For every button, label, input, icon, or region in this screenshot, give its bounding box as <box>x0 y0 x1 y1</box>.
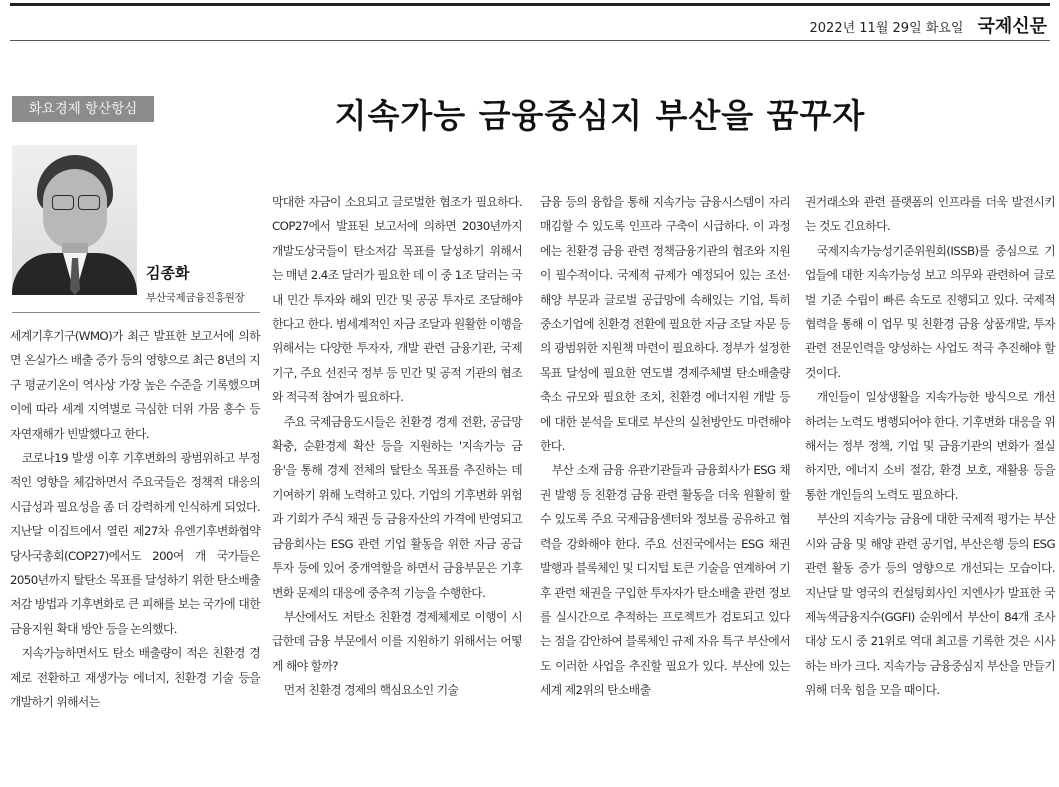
masthead-rule <box>10 40 1050 41</box>
newspaper-name: 국제신문 <box>977 16 1047 37</box>
body-column-2 <box>272 190 522 703</box>
paragraph: 주요 국제금융도시들은 친환경 경제 전환, 공급망 확충, 순환경제 확산 등을 지원하는 '지속가능 금융'을 통해 경제 전체의 탈탄소 목표를 추진하는 데 기여하기 위해 노력하고 있다. 기업의 기후변화 위험과 기회가 주식 채권 등 금융자산의 가격에 반영되고 금융회사는 ESG 관련 기업 활동을 위한 자금 공급 투자 등에 있어 중개역할을 하면서 금융부문은 기후변화 문제의 대응에 중추적 기능을 수행한다. <box>272 414 522 600</box>
paragraph: 먼저 친환경 경제의 핵심요소인 기술 <box>283 683 459 698</box>
body-column-1 <box>10 324 260 715</box>
column-tag: 화요경제 항산항심 <box>12 96 154 122</box>
paragraph: 국제지속가능성기준위원회(ISSB)를 중심으로 기업들에 대한 지속가능성 보고 의무와 관련하여 글로벌 기준 수립이 빠른 속도로 진행되고 있다. 국제적 협력을 통해 이 업무 및 친환경 금융 상품개발, 투자 관련 전문인력을 양성하는 사업도 적극 추진해야 할 것이다. <box>805 243 1055 380</box>
paragraph: 부산에서도 저탄소 친환경 경제체제로 이행이 시급한데 금융 부문에서 이를 지원하기 위해서는 어떻게 해야 할까? <box>272 609 522 673</box>
paragraph: 개인들이 일상생활을 지속가능한 방식으로 개선하려는 노력도 병행되어야 한다. 기후변화 대응을 위해서는 정부 정책, 기업 및 금융기관의 변화가 절실하지만, 에너지 소비 절감, 환경 보호, 재활용 등을 통한 개인들의 노력도 필요하다. <box>805 390 1055 502</box>
author-photo <box>12 145 137 295</box>
paragraph: 부산 소재 금융 유관기관들과 금융회사가 ESG 채권 발행 등 친환경 금융 관련 활동을 더욱 원활히 할 수 있도록 주요 국제금융센터와 정보를 공유하고 협력을 강화해야 한다. 주요 선진국에서는 ESG 채권 발행과 블록체인 및 디지털 토큰 기술을 연계하여 기후 관련 채권을 구입한 투자자가 탄소배출 관련 정보를 실시간으로 추적하는 프로젝트가 검토되고 있다는 점을 감안하여 블록체인 규제 자유 특구 부산에서도 이러한 사업을 추진할 필요가 있다. 부산에 있는 세계 제2위의 탄소배출 <box>540 463 790 698</box>
paragraph: 세계기후기구(WMO)가 최근 발표한 보고서에 의하면 온실가스 배출 증가 등의 영향으로 최근 8년의 지구 평균기온이 역사상 가장 높은 수준을 기록했으며 이에 따라 세계 지역별로 극심한 더위 가뭄 홍수 등 자연재해가 빈발했다고 한다. <box>10 329 260 441</box>
top-rule <box>10 3 1050 6</box>
paragraph-continued: 권거래소와 관련 플랫폼의 인프라를 더욱 발전시키는 것도 긴요하다. <box>805 195 1055 234</box>
issue-date: 2022년 11월 29일 화요일 <box>809 21 964 36</box>
paragraph: 코로나19 발생 이후 기후변화의 광범위하고 부정적인 영향을 체감하면서 주요국들은 정책적 대응의 시급성과 필요성을 좀 더 강력하게 인식하게 되었다. 지난달 이집트에서 열린 제27차 유엔기후변화협약 당사국총회(COP27)에서도 200여 개 국가들은 2050년까지 탈탄소 목표를 달성하기 위한 탄소배출 저감 방법과 기후변화로 큰 피해를 보는 국가에 대한 금융지원 확대 방안 등을 논의했다. <box>10 451 260 636</box>
paragraph-continued: 금융 등의 융합을 통해 지속가능 금융시스템이 자리매김할 수 있도록 인프라 구축이 시급하다. 이 과정에는 친환경 금융 관련 정책금융기관의 협조와 지원이 필수적이다. 국제적 규제가 예정되어 있는 조선·해양 부문과 글로벌 공급망에 속해있는 기업, 특히 중소기업에 친환경 전환에 필요한 자금 조달 자문 등의 광범위한 지원책 마련이 필요하다. 정부가 설정한 목표 달성에 필요한 연도별 경제주체별 탄소배출량 축소 규모와 필요한 조치, 친환경 에너지원 개발 등에 대한 분석을 토대로 부산의 실천방안도 마련해야 한다. <box>540 195 790 454</box>
body-column-4 <box>805 190 1055 703</box>
paragraph: 부산의 지속가능 금융에 대한 국제적 평가는 부산시와 금융 및 해양 관련 공기업, 부산은행 등의 ESG 관련 활동 증가 등의 영향으로 개선되는 모습이다. 지난달 말 영국의 컨설팅회사인 지엔사가 발표한 국제녹색금융지수(GGFI) 순위에서 부산이 84개 조사 대상 도시 중 21위로 역대 최고를 기록한 것은 시사하는 바가 크다. 지속가능 금융중심지 부산을 만들기 위해 더욱 힘을 모을 때이다. <box>805 512 1055 698</box>
paragraph-continued: 막대한 자금이 소요되고 글로벌한 협조가 필요하다. COP27에서 발표된 보고서에 의하면 2030년까지 개발도상국들이 탄소저감 목표를 달성하기 위해서는 매년 2.4조 달러가 필요한 데 이 중 1조 달러는 국내 민간 투자와 해외 민간 및 공공 투자로 조달해야 한다고 한다. 범세계적인 자금 조달과 원활한 이행을 위해서는 다양한 투자자, 개발 관련 금융기관, 국제기구, 주요 선진국 정부 등 민간 및 공적 기관의 협조와 적극적 참여가 필요하다. <box>272 195 522 405</box>
author-divider <box>12 312 260 313</box>
author-title: 부산국제금융진흥원장 <box>146 292 245 304</box>
author-name: 김종화 <box>146 264 190 282</box>
paragraph: 지속가능하면서도 탄소 배출량이 적은 친환경 경제로 전환하고 재생가능 에너지, 친환경 기술 등을 개발하기 위해서는 <box>10 646 260 710</box>
masthead <box>810 12 1047 38</box>
headline: 지속가능 금융중심지 부산을 꿈꾸자 <box>334 96 866 135</box>
body-column-3 <box>540 190 790 703</box>
